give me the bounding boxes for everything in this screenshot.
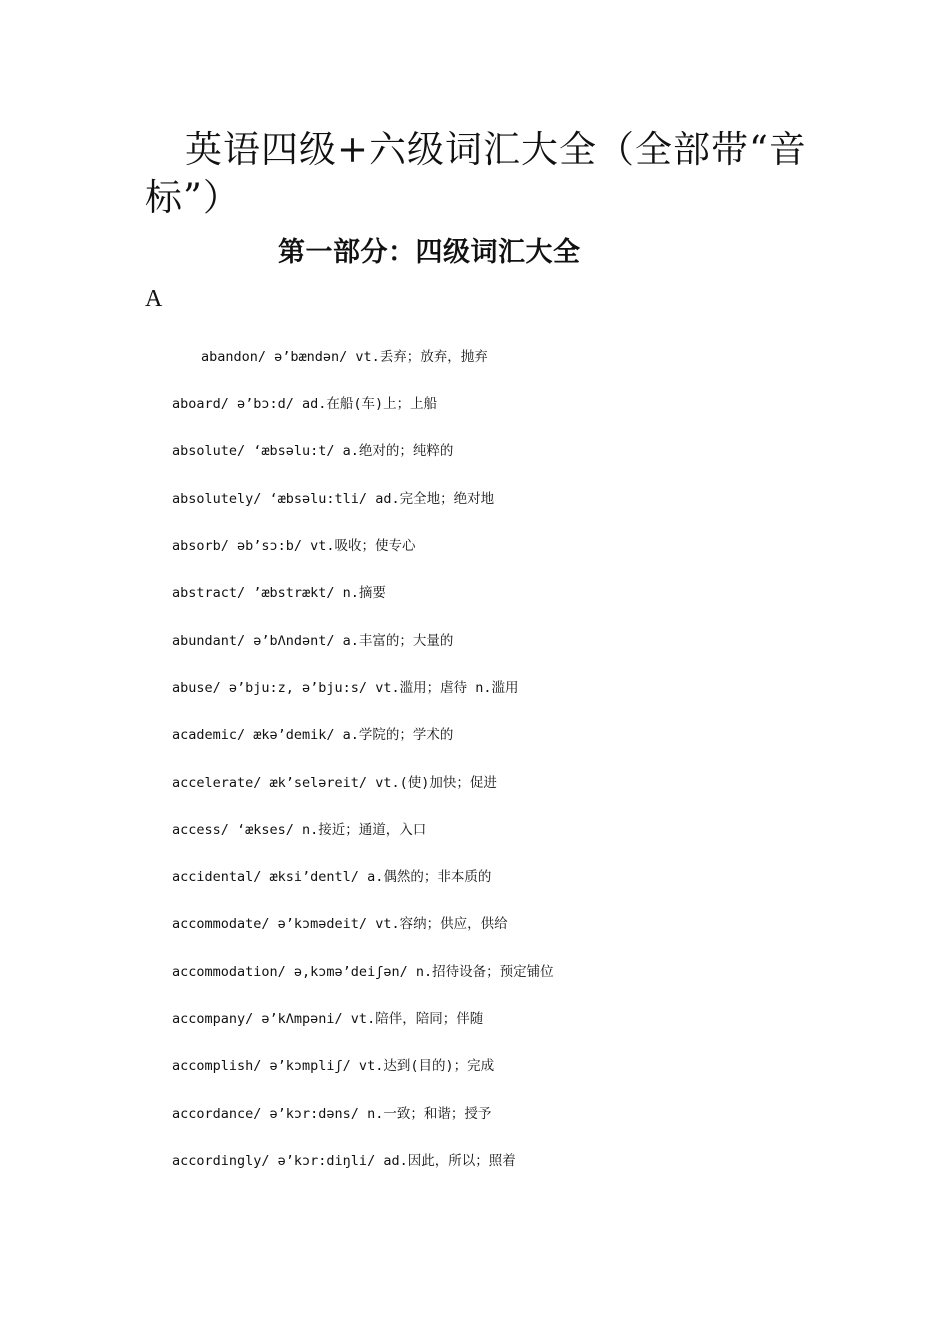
section-title: 第一部分：四级词汇大全 [278,237,581,268]
vocabulary-entry: accompany/ ə’kΛmpəni/ vt.陪伴，陪同；伴随 [172,1011,484,1027]
vocabulary-entry: accordance/ ə’kɔr:dəns/ n.一致；和谐；授予 [172,1106,492,1122]
vocabulary-entry: abuse/ ə’bju:z, ə’bju:s/ vt.滥用；虐待 n.滥用 [172,680,519,696]
vocabulary-entry: absorb/ əb’sɔ:b/ vt.吸收；使专心 [172,538,416,554]
vocabulary-entry: absolute/ ‘æbsəlu:t/ a.绝对的；纯粹的 [172,443,454,459]
vocabulary-entry: accommodation/ ə,kɔmə’deiʃən/ n.招待设备；预定铺位 [172,964,554,980]
vocabulary-entry: academic/ ækə’demik/ a.学院的；学术的 [172,727,454,743]
vocabulary-entry: absolutely/ ‘æbsəlu:tli/ ad.完全地；绝对地 [172,491,495,507]
vocabulary-entry: accordingly/ ə’kɔr:diŋli/ ad.因此，所以；照着 [172,1153,516,1169]
vocabulary-entry: abstract/ ’æbstrækt/ n.摘要 [172,585,386,601]
vocabulary-entry: abundant/ ə’bΛndənt/ a.丰富的；大量的 [172,633,454,649]
vocabulary-entry: accommodate/ ə’kɔmədeit/ vt.容纳；供应，供给 [172,916,508,932]
letter-heading: A [145,286,163,312]
vocabulary-entry: abandon/ ə’bændən/ vt.丢弃；放弃，抛弃 [201,349,488,365]
vocabulary-entry: accelerate/ æk’seləreit/ vt.(使)加快；促进 [172,775,497,791]
vocabulary-entry: accomplish/ ə’kɔmpliʃ/ vt.达到(目的)；完成 [172,1058,495,1074]
vocabulary-entry: access/ ‘ækses/ n.接近；通道，入口 [172,822,427,838]
vocabulary-entry: accidental/ æksi’dentl/ a.偶然的；非本质的 [172,869,492,885]
document-title: 英语四级+六级词汇大全（全部带“音标”） [145,128,807,219]
vocabulary-entry: aboard/ ə’bɔ:d/ ad.在船(车)上；上船 [172,396,438,412]
